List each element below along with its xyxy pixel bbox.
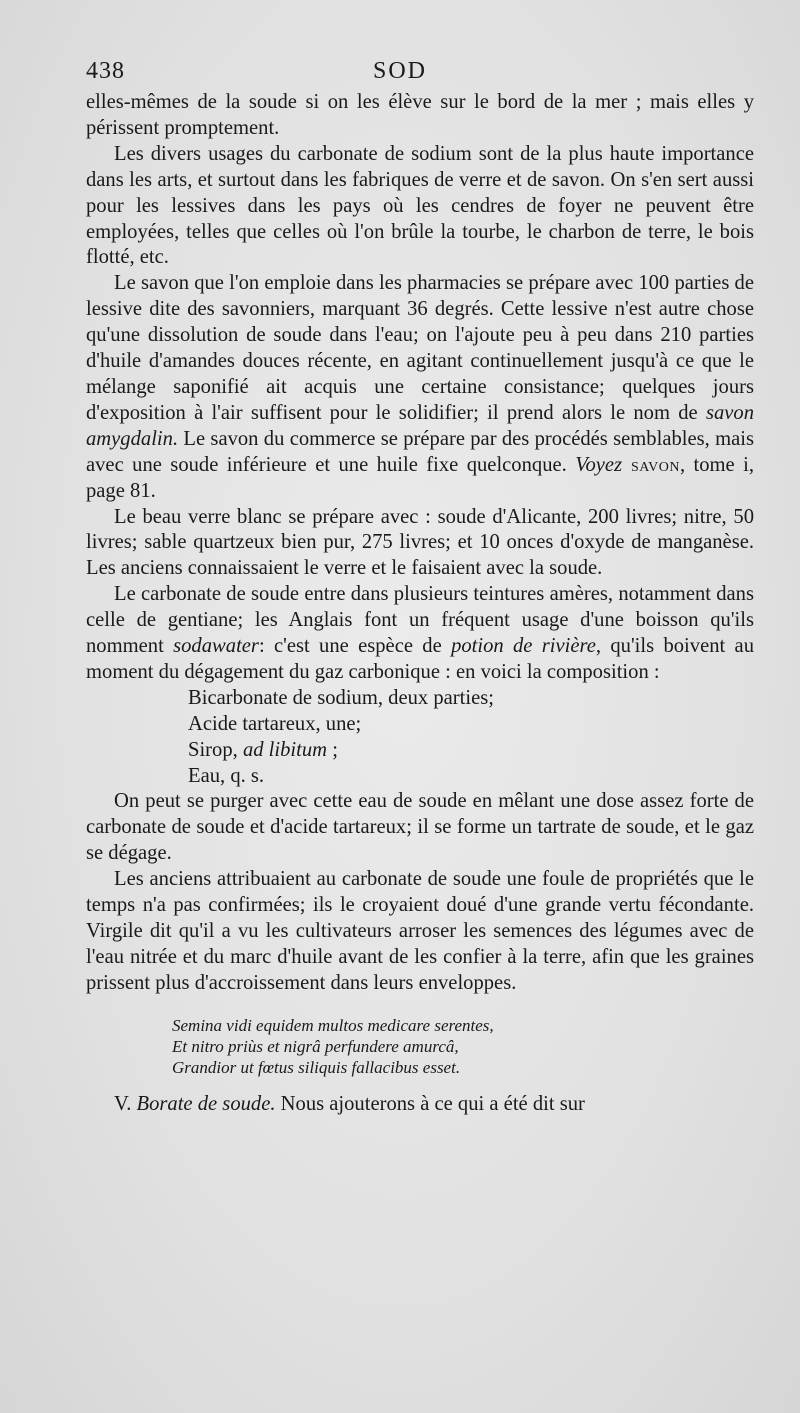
recipe-line-1: Bicarbonate de sodium, deux parties; [188,686,494,709]
paragraph-6: On peut se purger avec cette eau de soude en mêlant une dose assez forte de carbonate de soude et d'acide tartareux; il se forme un tartrate de soude, et le gaz se dégage. [86,790,754,865]
paragraph-4: Le beau verre blanc se prépare avec : soude d'Alicante, 200 livres; nitre, 50 livres; sable quartzeux bien pur, 275 livres; et 10 onces d'oxyde de manganèse. Les anciens connaissaient le verre et le faisaient avec la soude. [86,505,754,580]
paragraph-5-text-c: , qu'ils boivent au moment du dégagement du gaz carbonique : en voici la composition : [86,635,754,683]
recipe-line-2: Acide tartareux, une; [188,712,362,735]
paragraph-8-text-a: V. [114,1092,137,1115]
paragraph-1: elles-mêmes de la soude si on les élève sur le bord de la mer ; mais elles y périssent promptement. [86,91,754,139]
paragraph-8-text-b: Nous ajouterons à ce qui a été dit sur [275,1092,585,1115]
paragraph-5-italic-2: potion de rivière [451,635,596,658]
verse-line-2: Et nitro priùs et nigrâ perfundere amurcâ, [172,1036,459,1056]
paragraph-3-text-c: , tome i, page 81. [86,453,754,502]
verse-line-3: Grandior ut fœtus siliquis fallacibus esset. [172,1057,461,1077]
running-title: SOD [372,58,427,84]
paragraph-3-voyez: Voyez [575,453,623,476]
recipe-line-3 [188,738,754,764]
paragraph-8-italic: Borate de soude. [136,1092,276,1115]
latin-verse [86,1015,754,1078]
paragraph-3-text-b: Le savon du commerce se prépare par des procédés semblables, mais avec une soude inférieure et une huile fixe quelconque. [86,427,754,476]
recipe-line-3-italic: ad libitum [242,738,328,761]
main-text [86,90,754,1118]
paragraph-7: Les anciens attribuaient au carbonate de soude une foule de propriétés que le temps n'a pas confirmées; ils le croyaient doué d'une grande vertu fécondante. Virgile dit qu'il a vu les cultivateurs arroser les semences des légumes avec de l'eau nitrée et du marc d'huile avant de les confier à la terre, afin que les graines prissent plus d'accroissement dans leurs enveloppes. [86,868,754,994]
paragraph-5-text-a: Le carbonate de soude entre dans plusieurs teintures amères, notamment dans celle de gentiane; les Anglais font un fréquent usage d'une boisson qu'ils nomment [86,583,754,658]
paragraph-2: Les divers usages du carbonate de sodium sont de la plus haute importance dans les arts, et surtout dans les fabriques de verre et de savon. On s'en sert aussi pour les lessives dans les pays où les cendres de foyer ne peuvent être employées, telles que celles où l'on brûle la tourbe, le charbon de terre, le bois flotté, etc. [86,142,754,269]
paragraph-3 [86,271,754,504]
paragraph-8 [86,1092,754,1118]
paragraph-3-savon: savon [622,453,680,476]
paragraph-5 [86,582,754,686]
recipe-line-3-text-a: Sirop, [188,738,243,761]
verse-line-1: Semina vidi equidem multos medicare serentes, [172,1015,494,1035]
paragraph-3-text-a: Le savon que l'on emploie dans les pharmacies se prépare avec 100 parties de lessive dite des savonniers, marquant 36 degrés. Cette lessive n'est autre chose qu'une dissolution de soude dans l'eau; on l'ajoute peu à peu dans 210 parties d'huile d'amandes douces récente, en agitant continuellement jusqu'à ce que le mélange saponifié ait acquis une certaine consistance; quelques jours d'exposition à l'air suffisent pour le solidifier; il prend alors le nom de [86,272,754,424]
recipe-line-3-text-b: ; [327,738,338,761]
paragraph-5-italic-1: sodawater [173,635,259,658]
paragraph-3-italic: savon amygdalin. [86,401,754,450]
running-head [86,58,754,90]
recipe-line-4: Eau, q. s. [188,764,265,787]
recipe-block [86,686,754,790]
page-number: 438 [86,58,125,84]
paragraph-5-text-b: : c'est une espèce de [258,635,452,658]
